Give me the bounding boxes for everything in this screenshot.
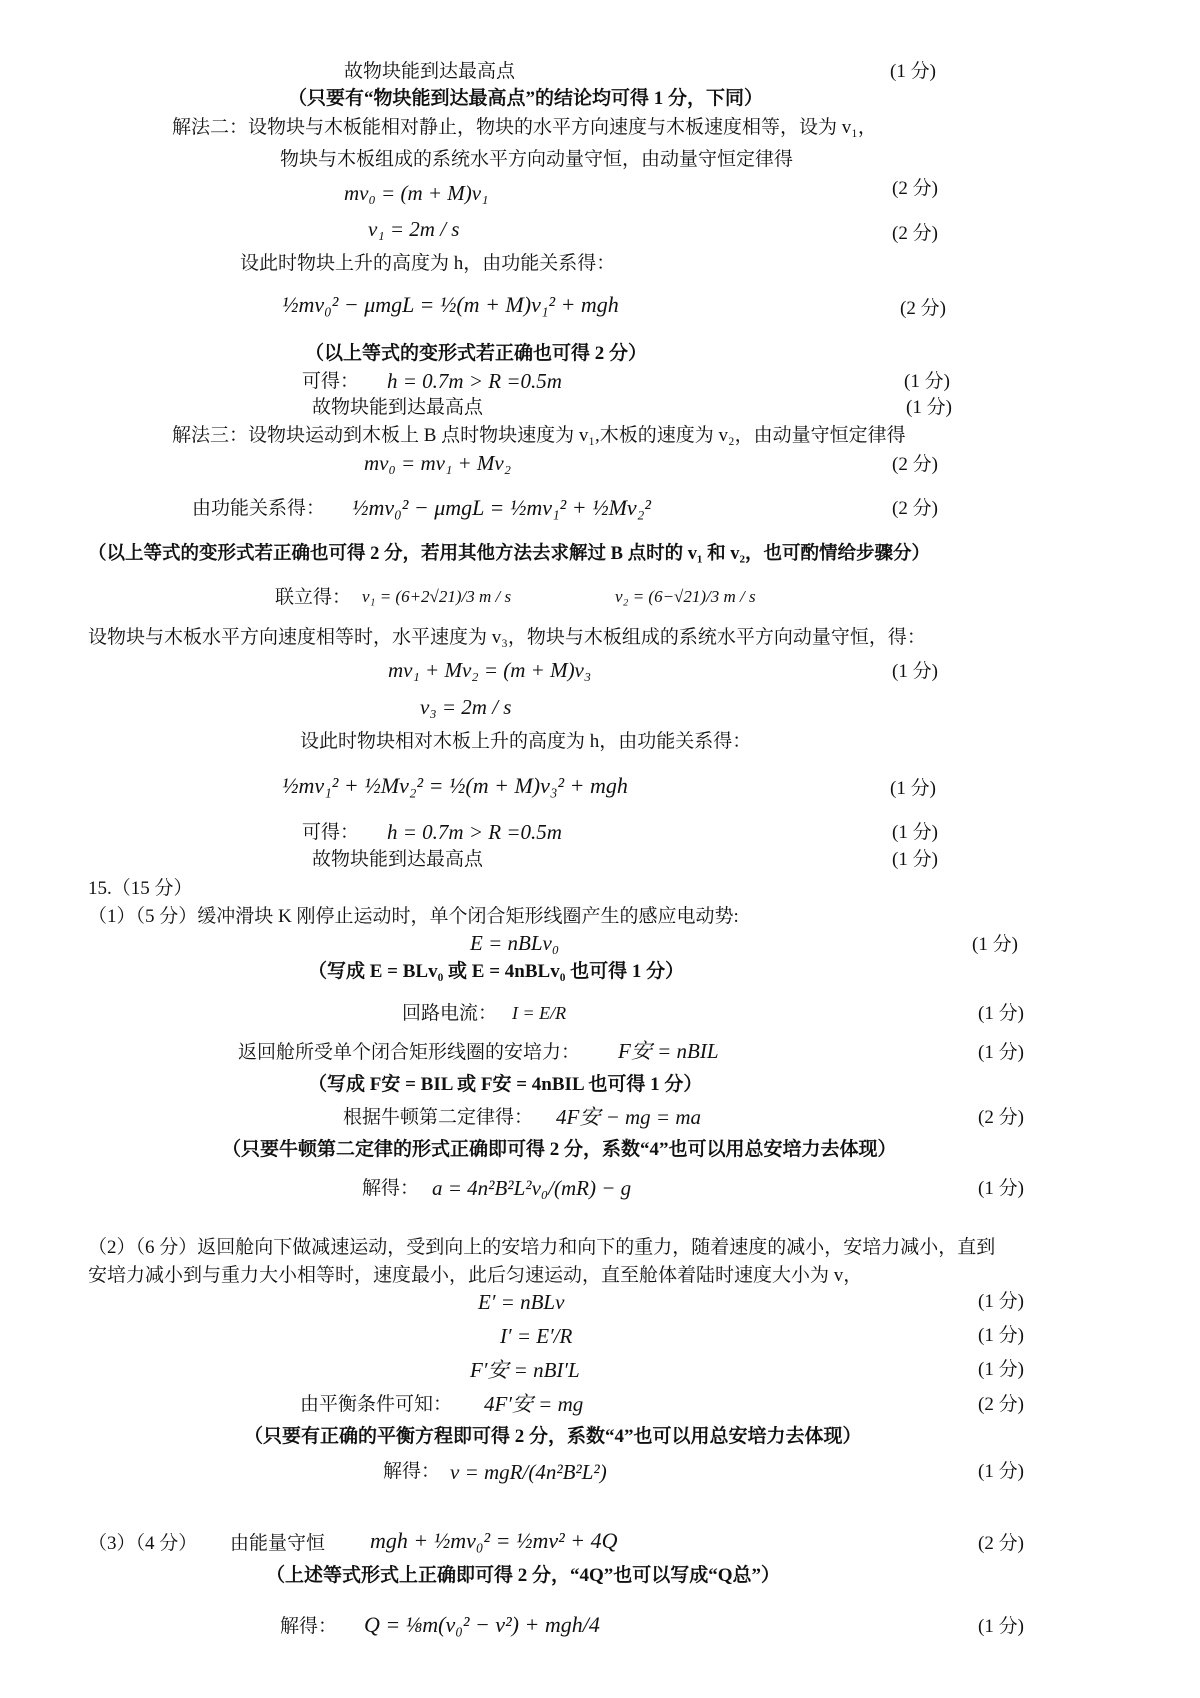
equation-balance: 4F′安 = mg xyxy=(484,1392,584,1416)
grading-note: （以上等式的变形式若正确也可得 2 分） xyxy=(305,343,648,364)
grading-note: （以上等式的变形式若正确也可得 2 分，若用其他方法去求解过 B 点时的 v₁ 和 v₂，也可酌情给步骤分） xyxy=(88,544,931,564)
score-mark: (2 分) xyxy=(892,223,938,244)
text-line: 根据牛顿第二定律得： xyxy=(343,1107,534,1128)
equation-emf-terminal: E′ = nBLv xyxy=(478,1290,565,1314)
text-line: 可得： xyxy=(302,822,360,843)
score-mark: (2 分) xyxy=(978,1107,1024,1128)
equation-common-velocity: mv₁ + Mv₂ = (m + M)v₃ xyxy=(388,658,592,682)
score-mark: (2 分) xyxy=(978,1394,1024,1415)
equation-newton-second-law: 4F安 − mg = ma xyxy=(556,1105,702,1129)
text-line: 解得： xyxy=(383,1461,441,1482)
question-number: 15.（15 分） xyxy=(88,878,193,899)
text-line: 故物块能到达最高点 xyxy=(312,849,484,870)
text-line: 故物块能到达最高点 xyxy=(344,61,516,82)
equation-force-terminal: F′安 = nBI′L xyxy=(470,1358,580,1382)
score-mark: (1 分) xyxy=(892,661,938,682)
grading-note: （上述等式形式上正确即可得 2 分，“4Q”也可以写成“Q总”） xyxy=(266,1565,781,1586)
grading-note: （写成 E = BLv₀ 或 E = 4nBLv₀ 也可得 1 分） xyxy=(308,961,685,982)
text-line: 设此时物块上升的高度为 h，由功能关系得： xyxy=(240,253,616,274)
text-line: 回路电流： xyxy=(402,1003,498,1024)
text-line: 解得： xyxy=(280,1616,338,1637)
equation-current: I = E/R xyxy=(512,1003,567,1023)
text-line: 返回舱所受单个闭合矩形线圈的安培力： xyxy=(238,1042,581,1063)
grading-note: （写成 F安 = BIL 或 F安 = 4nBIL 也可得 1 分） xyxy=(308,1074,703,1095)
equation-v1: v₁ = 2m / s xyxy=(368,217,460,241)
equation-height: h = 0.7m > R =0.5m xyxy=(387,820,562,844)
text-line: 可得： xyxy=(302,371,360,392)
score-mark: (1 分) xyxy=(890,778,936,799)
text-line: 由平衡条件可知： xyxy=(300,1394,453,1415)
grading-note: （只要有“物块能到达最高点”的结论均可得 1 分，下同） xyxy=(288,88,764,109)
equation-current-terminal: I′ = E′/R xyxy=(500,1324,573,1348)
equation-v2-solution: v₂ = (6−√21)/3 m / s xyxy=(615,587,756,606)
equation-energy: ½mv₁² + ½Mv₂² = ½(m + M)v₃² + mgh xyxy=(282,773,628,798)
score-mark: (1 分) xyxy=(904,371,950,392)
score-mark: (1 分) xyxy=(972,934,1018,955)
text-line: 由能量守恒 xyxy=(230,1533,326,1554)
text-line: 解得： xyxy=(362,1178,420,1199)
equation-momentum: mv₀ = mv₁ + Mv₂ xyxy=(364,451,512,475)
score-mark: (1 分) xyxy=(978,1461,1024,1482)
text-line: 物块与木板组成的系统水平方向动量守恒，由动量守恒定律得 xyxy=(280,149,794,170)
score-mark: (1 分) xyxy=(978,1291,1024,1312)
score-mark: (1 分) xyxy=(978,1042,1024,1063)
equation-energy: ½mv₀² − μmgL = ½(m + M)v₁² + mgh xyxy=(282,292,619,317)
equation-acceleration: a = 4n²B²L²v₀/(mR) − g xyxy=(432,1176,632,1200)
equation-energy: ½mv₀² − μmgL = ½mv₁² + ½Mv₂² xyxy=(352,495,651,520)
part-one-intro: （1）（5 分）缓冲滑块 K 刚停止运动时，单个闭合矩形线圈产生的感应电动势: xyxy=(88,906,739,927)
part-two-intro: （2）（6 分）返回舱向下做减速运动，受到向上的安培力和向下的重力，随着速度的减小，安培力减小，直到 xyxy=(88,1237,996,1258)
equation-emf: E = nBLv₀ xyxy=(470,931,560,955)
text-line: 故物块能到达最高点 xyxy=(312,397,484,418)
score-mark: (2 分) xyxy=(892,178,938,199)
score-mark: (1 分) xyxy=(978,1359,1024,1380)
text-line: 安培力减小到与重力大小相等时，速度最小，此后匀速运动，直至舱体着陆时速度大小为 v， xyxy=(88,1265,863,1286)
equation-height: h = 0.7m > R =0.5m xyxy=(387,369,562,393)
equation-terminal-velocity: v = mgR/(4n²B²L²) xyxy=(450,1460,607,1484)
score-mark: (2 分) xyxy=(900,298,946,319)
text-line: 设此时物块相对木板上升的高度为 h，由功能关系得： xyxy=(300,731,752,752)
grading-note: （只要牛顿第二定律的形式正确即可得 2 分，系数“4”也可以用总安培力去体现） xyxy=(222,1139,897,1160)
score-mark: (1 分) xyxy=(906,397,952,418)
score-mark: (2 分) xyxy=(892,498,938,519)
text-line: 联立得： xyxy=(275,587,352,608)
equation-ampere-force: F安 = nBIL xyxy=(618,1039,719,1063)
score-mark: (1 分) xyxy=(890,61,936,82)
score-mark: (1 分) xyxy=(892,849,938,870)
equation-v3: v₃ = 2m / s xyxy=(420,695,512,719)
method-two-intro: 解法二：设物块与木板能相对静止，物块的水平方向速度与木板速度相等，设为 v₁， xyxy=(172,117,877,138)
score-mark: (1 分) xyxy=(978,1325,1024,1346)
score-mark: (2 分) xyxy=(892,454,938,475)
part-three-label: （3）（4 分） xyxy=(88,1533,198,1554)
score-mark: (1 分) xyxy=(978,1616,1024,1637)
equation-v1-solution: v₁ = (6+2√21)/3 m / s xyxy=(362,587,512,606)
equation-heat: Q = ⅛m(v₀² − v²) + mgh/4 xyxy=(364,1612,600,1637)
score-mark: (2 分) xyxy=(978,1533,1024,1554)
score-mark: (1 分) xyxy=(978,1003,1024,1024)
equation-momentum: mv₀ = (m + M)v₁ xyxy=(344,181,489,205)
score-mark: (1 分) xyxy=(978,1178,1024,1199)
text-line: 设物块与木板水平方向速度相等时，水平速度为 v₃，物块与木板组成的系统水平方向动量守恒，得： xyxy=(88,627,926,648)
text-line: 由功能关系得： xyxy=(192,498,326,519)
grading-note: （只要有正确的平衡方程即可得 2 分，系数“4”也可以用总安培力去体现） xyxy=(244,1426,862,1447)
score-mark: (1 分) xyxy=(892,822,938,843)
method-three-intro: 解法三：设物块运动到木板上 B 点时物块速度为 v₁,木板的速度为 v₂，由动量守恒定律得 xyxy=(172,425,906,446)
equation-energy-conservation: mgh + ½mv₀² = ½mv² + 4Q xyxy=(370,1528,618,1553)
